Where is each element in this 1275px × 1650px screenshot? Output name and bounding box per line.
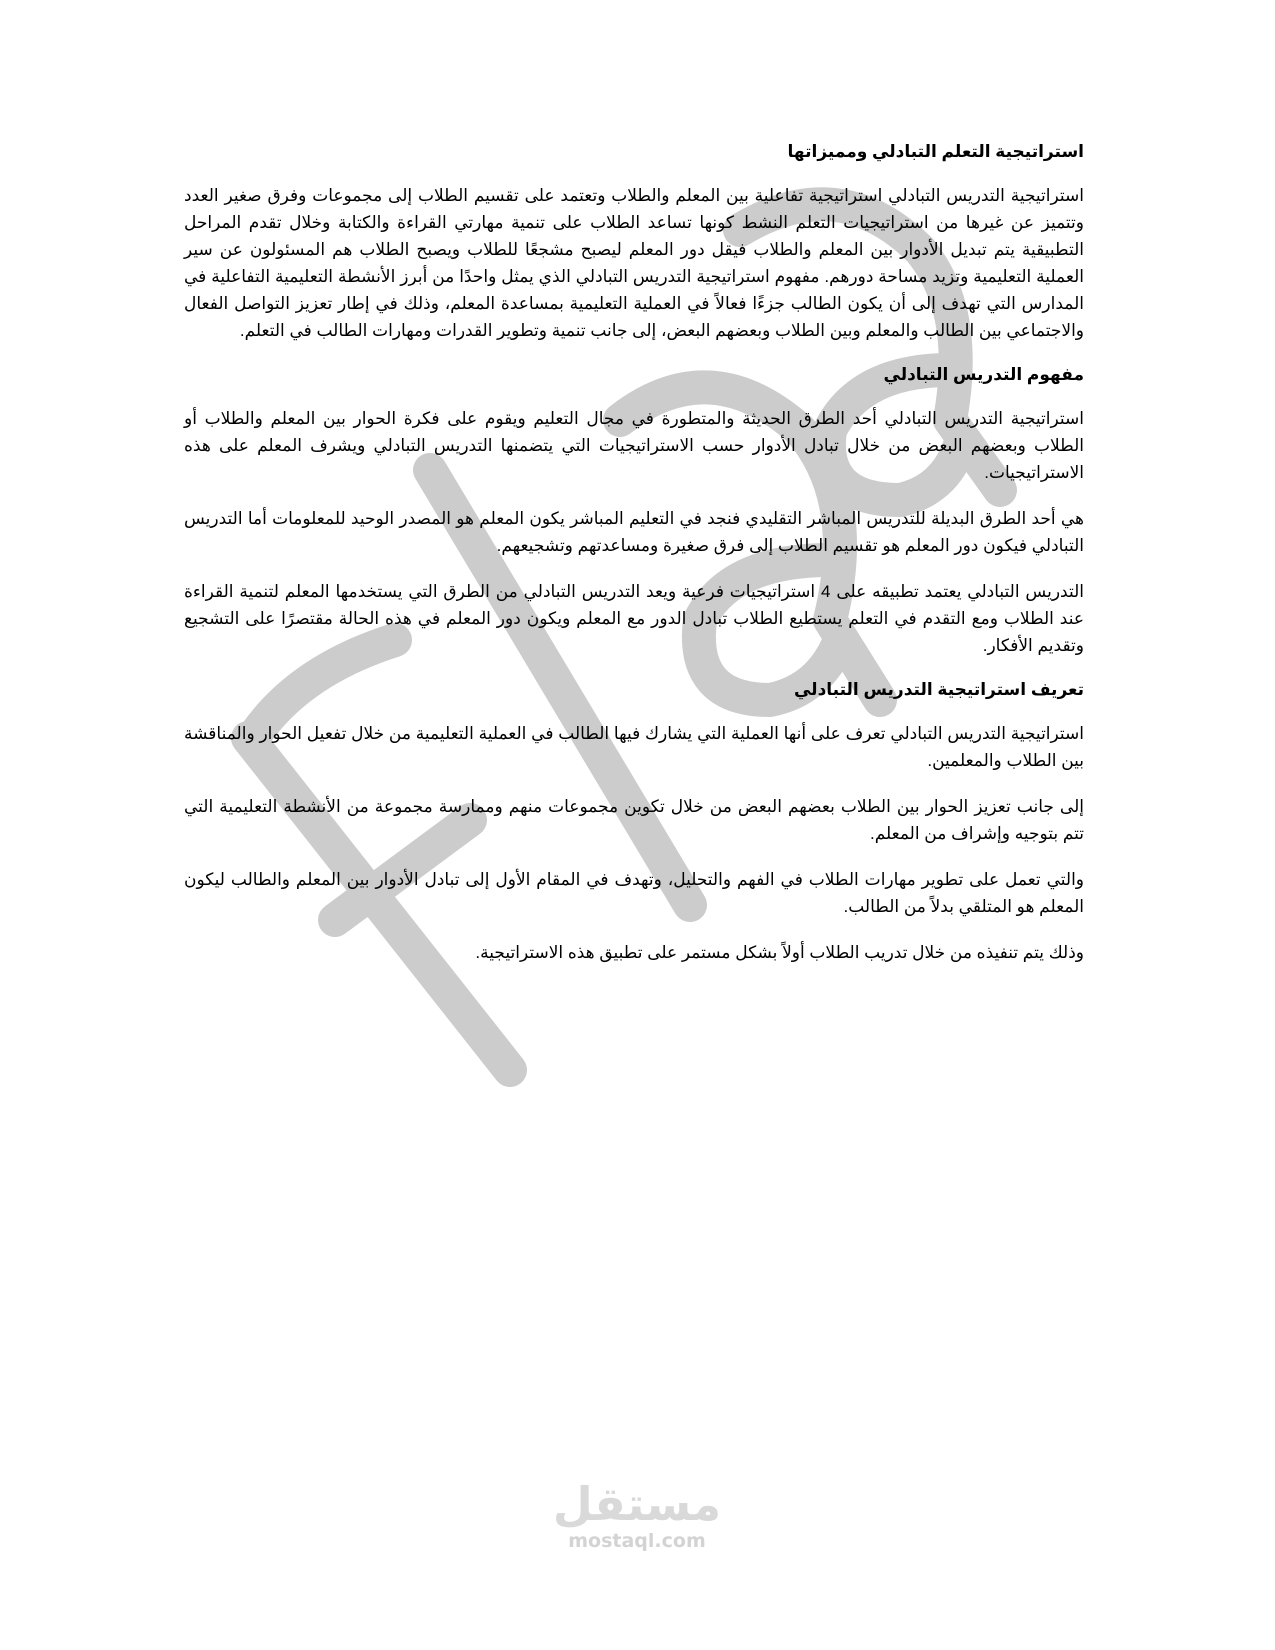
paragraph: استراتيجية التدريس التبادلي تعرف على أنها العملية التي يشارك فيها الطالب في العملية التعليمية من خلال تفعيل الحوار والمناقشة بين الطلاب والمعلمين.: [184, 724, 1084, 770]
paragraph: إلى جانب تعزيز الحوار بين الطلاب بعضهم البعض من خلال تكوين مجموعات منهم وممارسة مجموعة من الأنشطة التعليمية التي تتم بتوجيه وإشراف من المعلم.: [184, 797, 1084, 843]
brand-logo: [537, 1478, 737, 1552]
paragraph: وذلك يتم تنفيذه من خلال تدريب الطلاب أولاً بشكل مستمر على تطبيق هذه الاستراتيجية.: [475, 943, 1084, 962]
paragraph: استراتيجية التدريس التبادلي أحد الطرق الحديثة والمتطورة في مجال التعليم ويقوم على فكرة الحوار بين المعلم والطلاب أو الطلاب وبعضهم البعض من خلال تبادل الأدوار حسب الاستراتيجيات التي يتضمنها التدريس التبادلي ويشرف المعلم على هذه الاستراتيجيات.: [184, 409, 1084, 482]
section-heading: مفهوم التدريس التبادلي: [883, 365, 1084, 384]
paragraph: والتي تعمل على تطوير مهارات الطلاب في الفهم والتحليل، وتهدف في المقام الأول إلى تبادل الأدوار بين المعلم والطالب ليكون المعلم هو المتلقي بدلاً من الطالب.: [184, 870, 1084, 916]
brand-logo-url: mostaql.com: [568, 1530, 706, 1552]
paragraph: هي أحد الطرق البديلة للتدريس المباشر التقليدي فنجد في التعليم المباشر يكون المعلم هو المصدر الوحيد للمعلومات أما التدريس التبادلي فيكون دور المعلم هو تقسيم الطلاب إلى فرق صغيرة ومساعدتهم وتشجيعهم.: [184, 509, 1084, 555]
brand-logo-arabic: مستقل: [552, 1477, 722, 1531]
paragraph: التدريس التبادلي يعتمد تطبيقه على 4 استراتيجيات فرعية ويعد التدريس التبادلي من الطرق التي يستخدمها المعلم لتنمية القراءة عند الطلاب ومع التقدم في التعلم يستطيع الطلاب تبادل الدور مع المعلم ويكون دور المعلم في هذه الحالة مقتصرًا على التشجيع وتقديم الأفكار.: [184, 582, 1084, 655]
document-body: [184, 140, 1084, 985]
section-heading: استراتيجية التعلم التبادلي ومميزاتها: [787, 142, 1084, 161]
section-heading: تعريف استراتيجية التدريس التبادلي: [793, 680, 1084, 699]
paragraph: استراتيجية التدريس التبادلي استراتيجية تفاعلية بين المعلم والطلاب وتعتمد على تقسيم الطلاب إلى مجموعات وفرق صغير العدد وتتميز عن غيرها من استراتيجيات التعلم النشط كونها تساعد الطلاب على تنمية مهارتي القراءة والكتابة وخلال تقدم المراحل التطبيقية يتم تبديل الأدوار بين المعلم والطلاب فيقل دور المعلم ليصبح مشجعًا للطلاب ويصبح الطلاب هم المسئولون عن سير العملية التعليمية وتزيد مساحة دورهم. مفهوم استراتيجية التدريس التبادلي الذي يمثل واحدًا من أبرز الأنشطة التعليمية التفاعلية في المدارس التي تهدف إلى أن يكون الطالب جزءًا فعالاً في العملية التعليمية بمساعدة المعلم، وذلك في إطار تعزيز التواصل الفعال والاجتماعي بين الطالب والمعلم وبين الطلاب وبعضهم البعض، إلى جانب تنمية وتطوير القدرات ومهارات الطالب في التعلم.: [184, 186, 1084, 340]
